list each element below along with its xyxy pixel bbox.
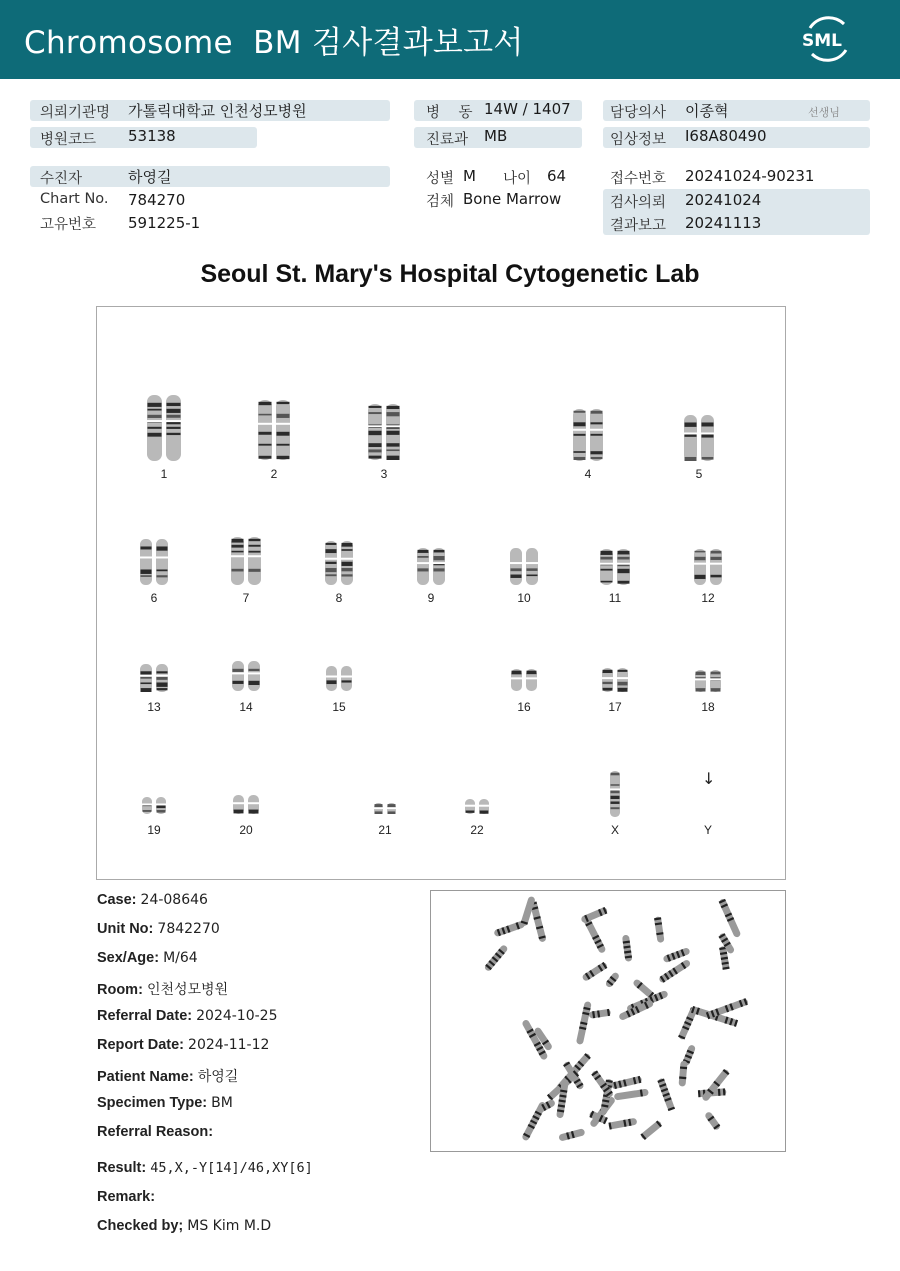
chromosome-label-22: 22 bbox=[470, 823, 484, 837]
remark-label: Remark: bbox=[97, 1189, 156, 1205]
checked-row bbox=[97, 1218, 271, 1234]
chromosome-label-x: X bbox=[610, 823, 619, 837]
sml-logo bbox=[800, 14, 854, 64]
chromosome-label-6: 6 bbox=[150, 591, 158, 605]
chromosome-pair-19 bbox=[142, 797, 166, 814]
referral-reason-row bbox=[97, 1124, 213, 1140]
chromosome-pair-6 bbox=[140, 539, 168, 585]
chromosome-label-20: 20 bbox=[239, 823, 253, 837]
missing-y-arrow-icon: ↓ bbox=[702, 769, 716, 788]
age-value: 64 bbox=[547, 167, 567, 185]
id-label: 고유번호 bbox=[40, 217, 97, 233]
report-date-row bbox=[97, 1037, 269, 1053]
chromosome-pair-15 bbox=[326, 666, 352, 691]
chromosome-pair-1 bbox=[147, 395, 181, 461]
unit-row bbox=[97, 921, 220, 937]
chromosome-pair-5 bbox=[684, 415, 714, 461]
chromosome-label-5: 5 bbox=[695, 467, 703, 481]
result-value: 45,X,-Y[14]/46,XY[6] bbox=[150, 1160, 313, 1176]
ward-label: 병 동 bbox=[426, 105, 473, 121]
chromosome-pair-13 bbox=[140, 664, 168, 692]
patient-label: 수진자 bbox=[40, 171, 83, 187]
report-date-label: Report Date: bbox=[97, 1037, 185, 1053]
chromosome-pair-12 bbox=[694, 549, 722, 585]
chromosome-pair-7 bbox=[231, 537, 261, 585]
id-value: 591225-1 bbox=[128, 214, 201, 232]
specimen-value: Bone Marrow bbox=[463, 190, 562, 208]
checked-label: Checked by; bbox=[97, 1218, 184, 1234]
patient-row-bg bbox=[30, 166, 390, 187]
doctor-suffix: 선생님 bbox=[808, 106, 840, 119]
chart-label: Chart No. bbox=[40, 191, 109, 207]
lab-title: Seoul St. Mary's Hospital Cytogenetic Lab bbox=[200, 260, 700, 288]
clinical-label: 임상정보 bbox=[610, 132, 667, 148]
room-label: Room: bbox=[97, 982, 143, 998]
chromosome-label-18: 18 bbox=[701, 700, 715, 714]
chromosome-label-y: Y bbox=[703, 823, 712, 837]
chart-value: 784270 bbox=[128, 191, 186, 209]
karyotype-panel bbox=[96, 306, 786, 880]
chromosome-pair-9 bbox=[417, 548, 445, 585]
sex-label: 성별 bbox=[426, 171, 455, 187]
remark-row bbox=[97, 1189, 155, 1205]
result-row bbox=[97, 1160, 313, 1176]
chromosome-label-16: 16 bbox=[517, 700, 531, 714]
case-row bbox=[97, 892, 208, 908]
doctor-label: 담당의사 bbox=[610, 105, 667, 121]
referral-date-label: Referral Date: bbox=[97, 1008, 193, 1024]
dept-value: MB bbox=[484, 127, 508, 145]
metaphase-spread-image bbox=[430, 890, 786, 1152]
chromosome-pair-18 bbox=[695, 670, 721, 692]
hospital-label: 의뢰기관명 bbox=[40, 105, 111, 121]
chromosome-pair-2 bbox=[258, 400, 290, 460]
dept-label: 진료과 bbox=[426, 132, 469, 148]
chromosome-pair-14 bbox=[232, 661, 260, 691]
chromosome-label-14: 14 bbox=[239, 700, 253, 714]
sexage-value: M/64 bbox=[163, 950, 198, 966]
report-date-value: 2024-11-12 bbox=[188, 1037, 270, 1053]
chromosome-pair-10 bbox=[510, 548, 538, 585]
ward-value: 14W / 1407 bbox=[484, 100, 571, 118]
referral-date-row bbox=[97, 1008, 278, 1024]
chromosome-pair-21 bbox=[374, 803, 396, 814]
sexage-label: Sex/Age: bbox=[97, 950, 160, 966]
checked-value: MS Kim M.D bbox=[187, 1218, 272, 1234]
chromosome-pair-4 bbox=[573, 409, 603, 461]
chromosome-label-3: 3 bbox=[380, 467, 388, 481]
doctor-value: 이종혁 bbox=[685, 102, 729, 120]
patient-value: 하영길 bbox=[128, 168, 172, 186]
chromosome-label-7: 7 bbox=[242, 591, 250, 605]
chromosome-pair-17 bbox=[602, 668, 628, 692]
metaphase-spread-svg bbox=[431, 891, 785, 1151]
chromosome-label-4: 4 bbox=[584, 467, 592, 481]
hospital-value: 가톨릭대학교 인천성모병원 bbox=[128, 102, 307, 120]
chromosome-pair-3 bbox=[368, 404, 400, 460]
chromosome-label-9: 9 bbox=[427, 591, 435, 605]
chromosome-pair-16 bbox=[511, 669, 537, 691]
specimen-type-value: BM bbox=[211, 1095, 233, 1111]
chromosome-label-17: 17 bbox=[608, 700, 622, 714]
chromosome-label-8: 8 bbox=[335, 591, 343, 605]
referral-date-value: 2024-10-25 bbox=[196, 1008, 278, 1024]
chromosome-label-2: 2 bbox=[270, 467, 278, 481]
chromosome-label-19: 19 bbox=[147, 823, 161, 837]
report-title: Chromosome BM 검사결과보고서 bbox=[24, 25, 524, 61]
sex-value: M bbox=[463, 167, 476, 185]
chromosome-pair-11 bbox=[600, 549, 630, 585]
clinical-value: I68A80490 bbox=[685, 127, 767, 145]
unit-label: Unit No: bbox=[97, 921, 154, 937]
chromosome-label-12: 12 bbox=[701, 591, 715, 605]
referral-reason-label: Referral Reason: bbox=[97, 1124, 214, 1140]
chromosome-pair-22 bbox=[465, 799, 489, 814]
report-value: 20241113 bbox=[685, 214, 762, 232]
result-label: Result: bbox=[97, 1160, 147, 1176]
hospital-code-value: 53138 bbox=[128, 127, 176, 145]
unit-value: 7842270 bbox=[157, 921, 220, 937]
chromosome-label-21: 21 bbox=[378, 823, 392, 837]
report-label: 결과보고 bbox=[610, 218, 667, 234]
patient-name-label: Patient Name: bbox=[97, 1069, 194, 1085]
age-label: 나이 bbox=[503, 171, 532, 187]
hospital-code-label: 병원코드 bbox=[40, 132, 97, 148]
chromosome-label-15: 15 bbox=[332, 700, 346, 714]
sexage-row bbox=[97, 950, 198, 966]
case-label: Case: bbox=[97, 892, 137, 908]
request-label: 검사의뢰 bbox=[610, 195, 667, 211]
request-value: 20241024 bbox=[685, 191, 762, 209]
chromosome-pair-20 bbox=[233, 795, 259, 814]
specimen-type-row bbox=[97, 1095, 233, 1111]
report-header bbox=[0, 0, 900, 79]
case-value: 24-08646 bbox=[140, 892, 208, 908]
room-value: 인천성모병원 bbox=[146, 982, 229, 998]
room-row bbox=[97, 979, 228, 999]
specimen-type-label: Specimen Type: bbox=[97, 1095, 208, 1111]
receipt-value: 20241024-90231 bbox=[685, 167, 815, 185]
chromosome-label-13: 13 bbox=[147, 700, 161, 714]
svg-text:SML: SML bbox=[802, 31, 842, 51]
patient-name-value: 하영길 bbox=[197, 1069, 239, 1085]
chromosome-label-1: 1 bbox=[160, 467, 168, 481]
chromosome-pair-x bbox=[610, 771, 620, 817]
patient-name-row bbox=[97, 1066, 238, 1086]
chromosome-pair-8 bbox=[325, 541, 353, 585]
chromosome-label-11: 11 bbox=[608, 591, 622, 605]
receipt-label: 접수번호 bbox=[610, 171, 667, 187]
chromosome-label-10: 10 bbox=[517, 591, 531, 605]
specimen-label: 검체 bbox=[426, 194, 455, 210]
